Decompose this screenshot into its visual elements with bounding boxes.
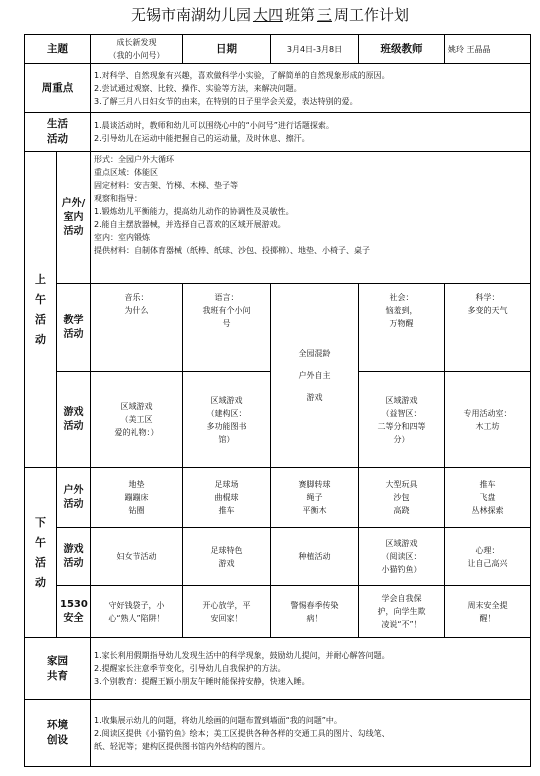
cell-line: 我班有个小问: [202, 306, 251, 315]
cell-line: 为什么: [124, 306, 149, 315]
cell-line: 户外自主: [298, 370, 331, 380]
teaching-fri: [445, 284, 531, 372]
teaching-mon: [91, 284, 183, 372]
safety-fri: [445, 586, 531, 638]
pm-game-tue: [183, 528, 271, 586]
cell-line: 心理：: [475, 545, 500, 555]
cell-line: 凌说“不”！: [381, 620, 422, 629]
cell-line: 号: [222, 319, 231, 328]
env-line: 2.阅读区提供《小猫钓鱼》绘本；美工区提供各种各样的交通工具的图片、勾线笔、: [94, 728, 390, 738]
cell-line: 游戏: [218, 558, 235, 568]
cell-line: 小猫钓鱼）: [381, 565, 422, 574]
theme-label: 主题: [25, 35, 91, 64]
cell-line: 区域游戏: [210, 395, 243, 405]
label-line: 生活: [47, 118, 68, 130]
cell-line: 社会：: [389, 293, 414, 302]
cell-line: 二等分和四等: [377, 421, 426, 431]
life-line: 2.引导幼儿在运动中能把握自己的运动量，及时休息、擦汗。: [94, 134, 310, 143]
life-line: 1.晨谈活动时，教师和幼儿可以围绕心中的“小问号”进行话题探索。: [94, 121, 334, 130]
title-week: 三: [317, 6, 333, 24]
theme-line: 成长新发现: [116, 38, 157, 47]
cell-line: 高跷: [393, 506, 410, 515]
cell-line: 地垫: [128, 480, 145, 489]
title-class-name: 大四: [252, 6, 283, 24]
cell-line: 蹦蹦床: [124, 493, 149, 502]
pm-outdoor-tue: [183, 468, 271, 528]
safety-tue: [183, 586, 271, 638]
cell-line: 游戏: [306, 392, 323, 402]
cell-line: 周末安全提: [467, 600, 508, 610]
cell-line: 让自己高兴: [467, 558, 508, 568]
afternoon-outdoor-label: [57, 468, 91, 528]
cell-line: 赛脚转球: [298, 480, 331, 489]
game-mon: [91, 372, 183, 468]
vertical-label: 户外活动: [63, 484, 84, 510]
cell-line: 曲棍球: [214, 493, 239, 502]
home-label: [25, 638, 91, 700]
cell-line: 丛林探索: [471, 506, 504, 515]
afternoon-label: [25, 468, 57, 638]
cell-line: 醒！: [479, 613, 496, 623]
wednesday-outdoor-play: [271, 284, 359, 468]
outdoor-line: 固定材料：安吉架、竹梯、木梯、垫子等: [94, 181, 238, 190]
safety-thu: [359, 586, 445, 638]
vertical-label: 教学活动: [63, 314, 84, 340]
label-line: 共育: [47, 669, 68, 682]
life-content: [91, 113, 531, 152]
cell-line: 安回家！: [210, 613, 243, 623]
focus-line: 2.尝试通过观察、比较、操作、实验等方法，来解决问题。: [94, 83, 302, 93]
cell-line: 音乐：: [124, 293, 149, 302]
cell-line: 木工坊: [475, 421, 500, 431]
cell-line: 推车: [218, 506, 235, 515]
outdoor-line: 观察和指导：: [94, 194, 142, 203]
cell-line: 警惕春季传染: [290, 600, 339, 610]
cell-line: 沙包: [393, 493, 410, 502]
env-content: [91, 700, 531, 767]
cell-line: 绳子: [306, 493, 323, 502]
afternoon-game-label: [57, 528, 91, 586]
vertical-label: 上午活动: [35, 272, 46, 346]
teaching-thu: [359, 284, 445, 372]
label-line: 活动: [47, 133, 68, 145]
home-line: 1.家长利用假期指导幼儿发现生活中的科学现象，鼓励幼儿提问，并耐心解答问题。: [94, 651, 390, 660]
safety-label: [57, 586, 91, 638]
cell-line: 区域游戏: [120, 402, 153, 411]
cell-line: 种植活动: [298, 552, 331, 561]
cell-line: 多变的天气: [467, 306, 508, 315]
morning-outdoor-content: [91, 152, 531, 284]
morning-label: [25, 152, 57, 468]
cell-line: 爱的礼物：）: [114, 428, 159, 437]
cell-line: （阅读区：: [381, 552, 422, 561]
morning-teaching-label: [57, 284, 91, 372]
vertical-label: 游戏活动: [63, 543, 84, 569]
teaching-tue: [183, 284, 271, 372]
pm-game-thu: [359, 528, 445, 586]
theme-line: （我的小问号）: [108, 51, 165, 60]
morning-game-label: [57, 372, 91, 468]
safety-wed: [271, 586, 359, 638]
title-prefix: 无锡市南湖幼儿园: [130, 6, 251, 24]
cell-line: 妇女节活动: [116, 552, 157, 561]
home-line: 3.个别教育：提醒王颖小朋友午睡时能保持安静，快速入睡。: [94, 677, 310, 686]
pm-outdoor-mon: [91, 468, 183, 528]
date-value: 3月4日-3月8日: [271, 35, 359, 64]
cell-line: 护，向学生欺: [377, 607, 426, 616]
cell-line: 科学：: [475, 293, 500, 302]
outdoor-line: 形式：全园户外大循环: [94, 155, 174, 164]
cell-line: 学会自我保: [381, 594, 422, 603]
theme-value: [91, 35, 183, 64]
safety-mon: [91, 586, 183, 638]
cell-line: 足球特色: [210, 545, 243, 555]
cell-line: 语言：: [214, 293, 239, 302]
cell-line: 区域游戏: [385, 395, 418, 405]
game-thu: [359, 372, 445, 468]
cell-line: （益智区：: [381, 408, 422, 418]
outdoor-line: 室内：室内锻炼: [94, 233, 150, 242]
cell-line: 全园混龄: [298, 348, 331, 358]
pm-outdoor-thu: [359, 468, 445, 528]
cell-line: 心“熟人”陷阱！: [108, 613, 165, 623]
game-fri: [445, 372, 531, 468]
pm-outdoor-wed: [271, 468, 359, 528]
focus-line: 3.了解三月八日妇女节的由来，在特别的日子里学会关爱，表达特别的爱。: [94, 96, 358, 106]
outdoor-line: 2.能自主摆放器械，并选择自己喜欢的区域开展游戏。: [94, 220, 286, 229]
vertical-label: 户外/室内活动: [61, 197, 86, 237]
label-line: 家园: [47, 654, 68, 667]
weekly-plan-table: [24, 34, 531, 767]
focus-line: 1.对科学、自然现象有兴趣，喜欢做科学小实验，了解简单的自然现象形成的原因。: [94, 70, 390, 80]
cell-line: 飞盘: [479, 493, 496, 502]
title-suffix: 周工作计划: [334, 6, 410, 24]
cell-line: 万物醒: [389, 319, 414, 328]
cell-line: （美工区: [120, 415, 153, 424]
home-content: [91, 638, 531, 700]
label-line: 安全: [63, 612, 84, 624]
title-mid: 班第: [284, 6, 315, 24]
focus-label: 周重点: [25, 64, 91, 113]
env-label: [25, 700, 91, 767]
pm-game-mon: [91, 528, 183, 586]
cell-line: 多功能图书: [206, 421, 247, 431]
outdoor-line: 重点区域：体能区: [94, 168, 158, 177]
vertical-label: 游戏活动: [63, 406, 84, 432]
date-label: 日期: [183, 35, 271, 64]
cell-line: 平衡木: [302, 506, 327, 515]
cell-line: 足球场: [214, 480, 239, 489]
pm-game-fri: [445, 528, 531, 586]
outdoor-line: 提供材料：自制体育器械（纸棒、纸球、沙包、投掷棉）、地垫、小椅子、桌子: [94, 246, 370, 255]
cell-line: 恼羞到，: [385, 306, 418, 315]
morning-outdoor-label: [57, 152, 91, 284]
game-tue: [183, 372, 271, 468]
cell-line: 开心放学，平: [202, 600, 251, 610]
cell-line: 分）: [393, 434, 410, 444]
vertical-label: 下午活动: [35, 515, 46, 589]
pm-game-wed: [271, 528, 359, 586]
teacher-label: 班级教师: [359, 35, 445, 64]
home-line: 2.提醒家长注意季节变化，引导幼儿自我保护的方法。: [94, 664, 286, 673]
cell-line: 钻圈: [128, 506, 145, 515]
env-line: 纸、轻泥等；建构区提供图书馆内外结构的图片。: [94, 741, 270, 751]
cell-line: 病！: [306, 613, 323, 623]
cell-line: 专用活动室：: [463, 408, 512, 418]
cell-line: 馆）: [218, 434, 235, 444]
label-line: 1530: [60, 598, 88, 610]
cell-line: 大型玩具: [385, 480, 418, 489]
focus-content: [91, 64, 531, 113]
cell-line: 区域游戏: [385, 539, 418, 548]
env-line: 1.收集展示幼儿的问题，将幼儿绘画的问题布置到墙面“我的问题”中。: [94, 715, 342, 725]
cell-line: （建构区：: [206, 408, 247, 418]
page-title: [0, 0, 540, 32]
label-line: 环境: [47, 719, 68, 731]
pm-outdoor-fri: [445, 468, 531, 528]
cell-line: 推车: [479, 480, 496, 489]
cell-line: 守好钱袋子，小: [108, 600, 165, 610]
teacher-value: 姚玲 王晶晶: [445, 35, 531, 64]
label-line: 创设: [47, 734, 68, 746]
outdoor-line: 1.锻炼幼儿平衡能力，提高幼儿动作的协调性及灵敏性。: [94, 207, 294, 216]
life-label: [25, 113, 91, 152]
